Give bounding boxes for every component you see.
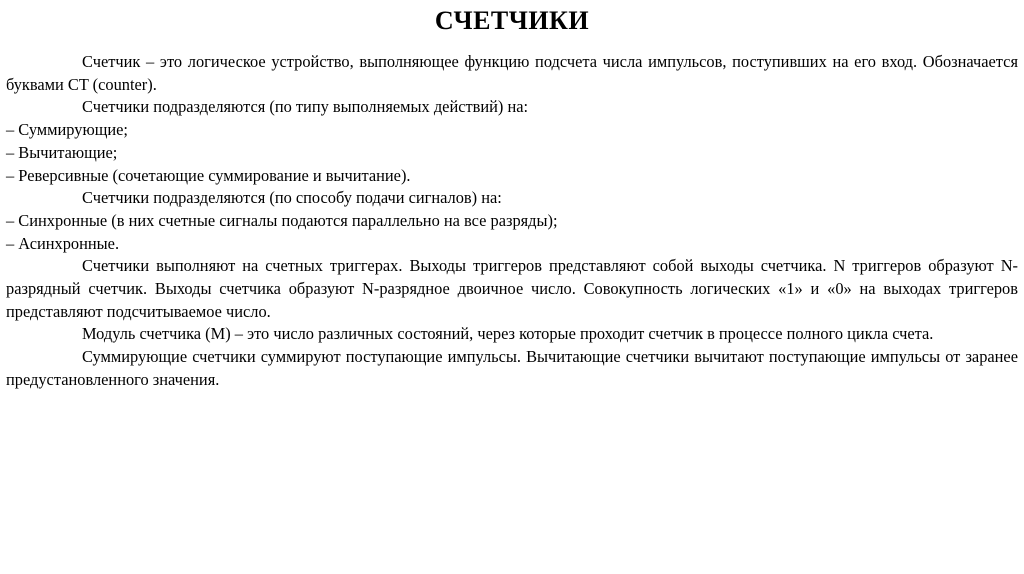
paragraph-triggers: Счетчики выполняют на счетных триггерах. Выходы триггеров представляют собой выходы счетчика. N триггеров образуют N-разрядный счетчик. Выходы счетчика образуют N-разрядное двоичное число. Совокупность логических «1» и «0» на выходах триггеров представляют подсчитываемое число. — [6, 256, 1018, 321]
list-item-reversible: – Реверсивные (сочетающие суммирование и вычитание). — [6, 165, 411, 185]
list-item-synchronous: – Синхронные (в них счетные сигналы подаются параллельно на все разряды); — [6, 210, 558, 230]
list-item-summing: – Суммирующие; — [6, 120, 128, 140]
body-text — [6, 51, 1018, 392]
list-item-asynchronous: – Асинхронные. — [6, 233, 120, 253]
paragraph-summing-subtracting: Суммирующие счетчики суммируют поступающие импульсы. Вычитающие счетчики вычитают поступающие импульсы от заранее предустановленного значения. — [6, 347, 1018, 389]
paragraph-definition: Счетчик – это логическое устройство, выполняющее функцию подсчета числа импульсов, поступивших на его вход. Обозначается буквами CT (counter). — [6, 52, 1018, 94]
paragraph-modulus: Модуль счетчика (M) – это число различных состояний, через которые проходит счетчик в процессе полного цикла счета. — [82, 324, 934, 344]
list-item-subtracting: – Вычитающие; — [6, 142, 118, 162]
paragraph-by-action-type: Счетчики подразделяются (по типу выполняемых действий) на: — [82, 97, 529, 117]
paragraph-by-signal-method: Счетчики подразделяются (по способу подачи сигналов) на: — [82, 188, 502, 208]
page-title: СЧЕТЧИКИ — [434, 6, 590, 35]
